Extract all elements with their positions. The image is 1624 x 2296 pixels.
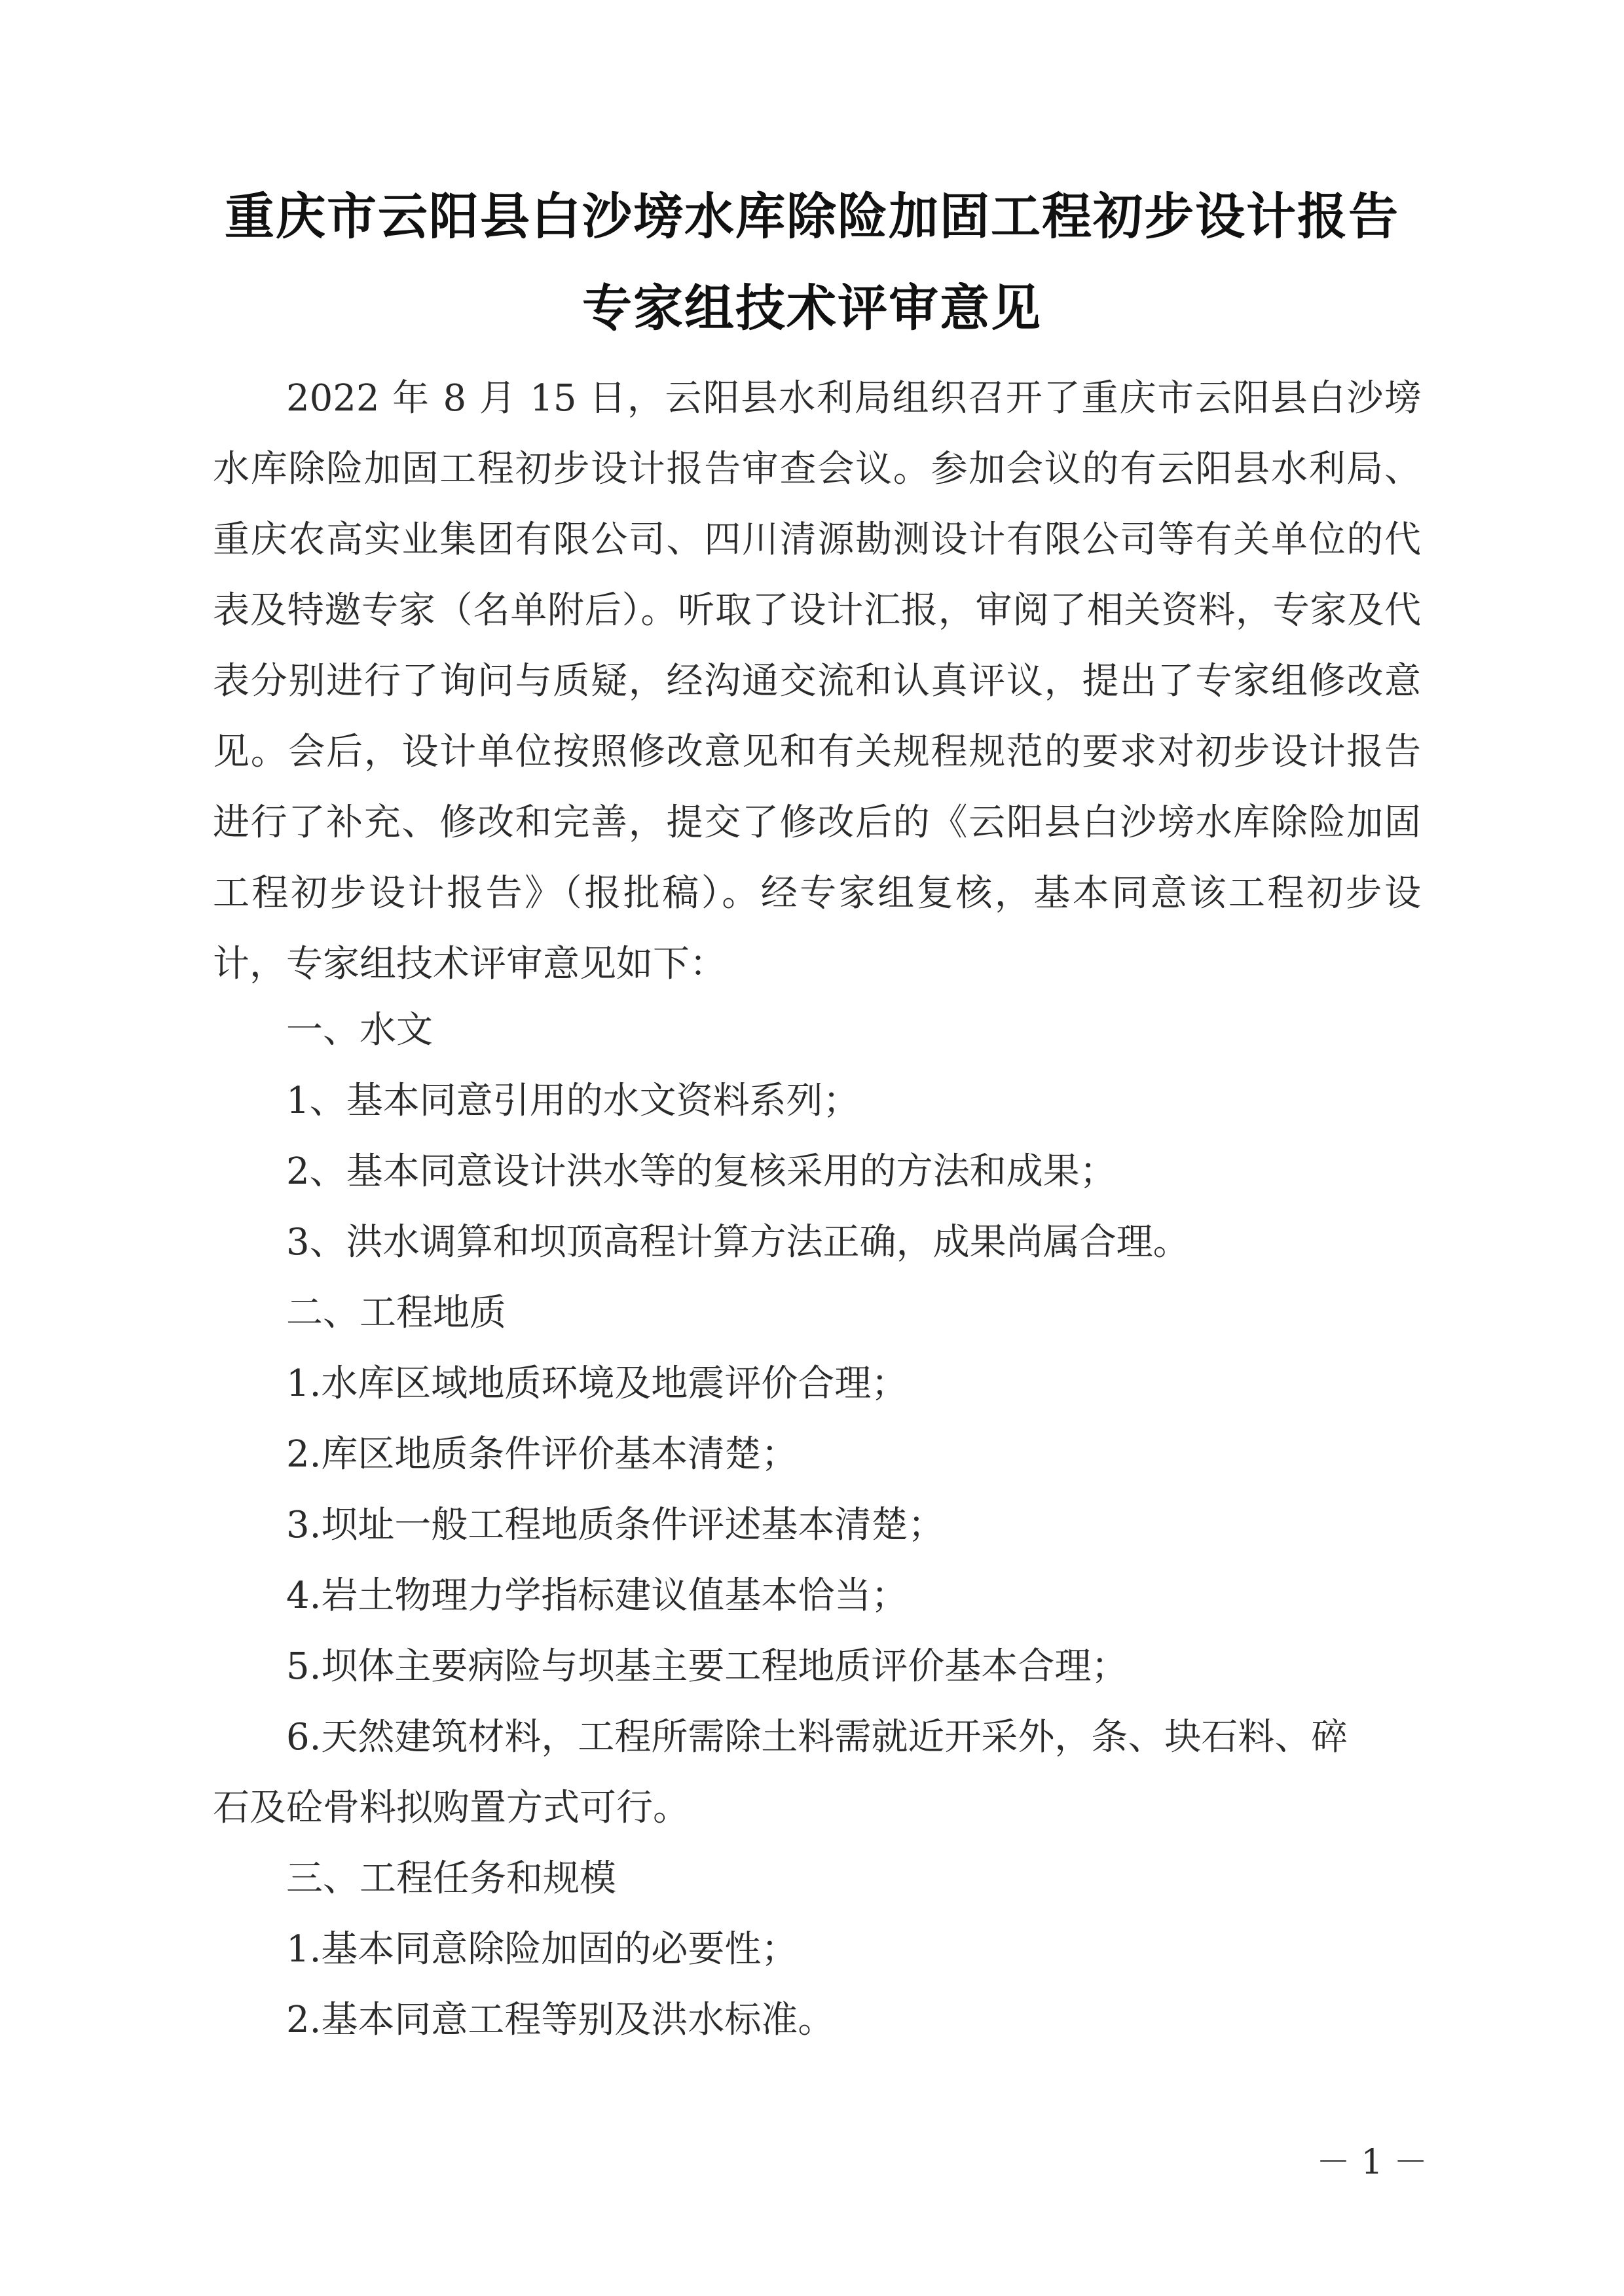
intro-paragraph — [213, 363, 1421, 1000]
intro-text: 2022 年 8 月 15 日，云阳县水利局组织召开了重庆市云阳县白沙塝水库除险加固工程初步设计报告审查会议。参加会议的有云阳县水利局、重庆农高实业集团有限公司、四川清源勘测设计有限公司等有关单位的代表及特邀专家（名单附后）。听取了设计汇报，审阅了相关资料，专家及代表分别进行了询问与质疑，经沟通交流和认真评议，提出了专家组修改意见。会后，设计单位按照修改意见和有关规程规范的要求对初步设计报告进行了补充、修改和完善，提交了修改后的《云阳县白沙塝水库除险加固工程初步设计报告》（报批稿）。经专家组复核，基本同意该工程初步设计，专家组技术评审意见如下： — [213, 377, 1421, 985]
section-heading-hydrology: 一、水文 — [286, 1009, 433, 1051]
list-item: 1.基本同意除险加固的必要性； — [286, 1928, 798, 1971]
list-item: 3、洪水调算和坝顶高程计算方法正确，成果尚属合理。 — [286, 1221, 1190, 1264]
list-item: 4.岩土物理力学指标建议值基本恰当； — [286, 1575, 908, 1617]
section-heading-task-scale: 三、工程任务和规模 — [286, 1857, 616, 1900]
list-item: 3.坝址一般工程地质条件评述基本清楚； — [286, 1504, 945, 1546]
list-item: 6.天然建筑材料，工程所需除土料需就近开采外，条、块石料、碎 — [286, 1716, 1348, 1758]
list-item: 1、基本同意引用的水文资料系列； — [286, 1080, 860, 1122]
list-item: 2.库区地质条件评价基本清楚； — [286, 1433, 798, 1476]
page-number: － 1 － — [1316, 2143, 1428, 2182]
list-item: 5.坝体主要病险与坝基主要工程地质评价基本合理； — [286, 1645, 1128, 1688]
document-title-line-1: 重庆市云阳县白沙塝水库除险加固工程初步设计报告 — [225, 187, 1399, 246]
list-item-continuation: 石及砼骨料拟购置方式可行。 — [213, 1787, 690, 1829]
list-item: 1.水库区域地质环境及地震评价合理； — [286, 1362, 908, 1405]
document-title-line-2: 专家组技术评审意见 — [582, 279, 1042, 337]
list-item: 2.基本同意工程等别及洪水标准。 — [286, 1999, 835, 2041]
section-heading-geology: 二、工程地质 — [286, 1292, 506, 1334]
list-item: 2、基本同意设计洪水等的复核采用的方法和成果； — [286, 1150, 1116, 1193]
